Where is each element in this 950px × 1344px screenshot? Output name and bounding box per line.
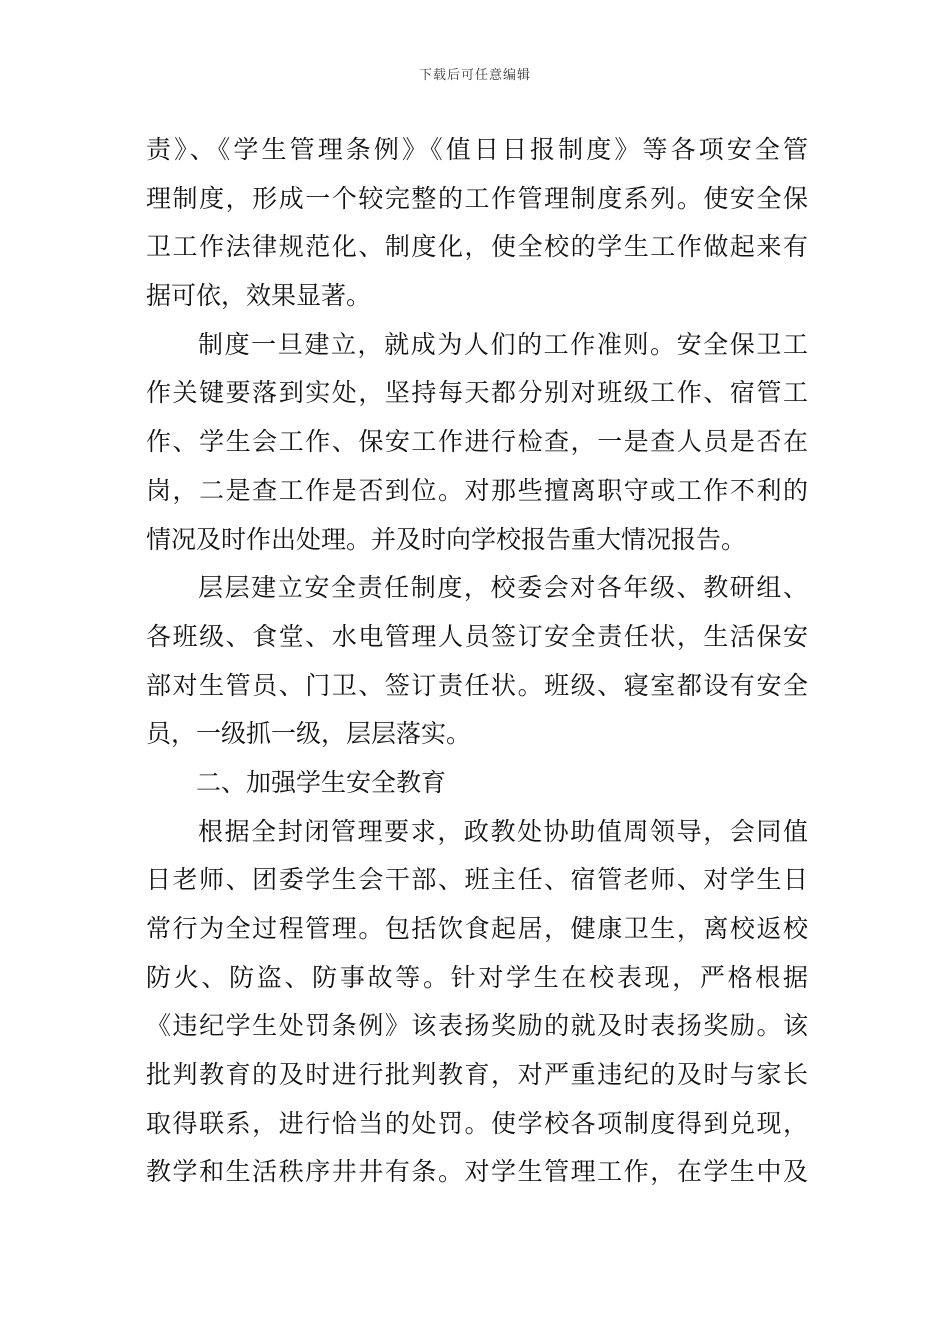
- text-line: 《违纪学生处罚条例》该表扬奖励的就及时表扬奖励。该: [146, 1011, 808, 1041]
- text-line: 作、学生会工作、保安工作进行检查，一是查人员是否在: [146, 427, 808, 457]
- text-line: 防火、防盗、防事故等。针对学生在校表现，严格根据: [146, 962, 808, 992]
- text-line: 员，一级抓一级，层层落实。: [146, 719, 472, 749]
- text-line: 部对生管员、门卫、签订责任状。班级、寝室都设有安全: [146, 670, 808, 700]
- text-line: 常行为全过程管理。包括饮食起居，健康卫生，离校返校: [146, 914, 808, 943]
- text-line: 各班级、食堂、水电管理人员签订安全责任状，生活保安: [146, 621, 808, 651]
- text-line: 责》、《学生管理条例》《值日日报制度》等各项安全管: [146, 135, 808, 164]
- text-line: 情况及时作出处理。并及时向学校报告重大情况报告。: [146, 524, 747, 554]
- text-line: 理制度，形成一个较完整的工作管理制度系列。使安全保: [146, 183, 808, 213]
- text-line: 岗，二是查工作是否到位。对那些擅离职守或工作不利的: [146, 475, 808, 505]
- text-line: 批判教育的及时进行批判教育，对严重违纪的及时与家长: [146, 1060, 808, 1090]
- text-line: 据可依，效果显著。: [146, 281, 372, 311]
- text-line: 取得联系，进行恰当的处罚。使学校各项制度得到兑现，: [146, 1108, 808, 1138]
- text-line: 根据全封闭管理要求，政教处协助值周领导，会同值: [198, 816, 808, 846]
- text-line: 作关键要落到实处，坚持每天都分别对班级工作、宿管工: [146, 378, 808, 408]
- text-line: 卫工作法律规范化、制度化，使全校的学生工作做起来有: [146, 232, 808, 262]
- body-text: [146, 126, 808, 1197]
- text-line: 日老师、团委学生会干部、班主任、宿管老师、对学生日: [146, 865, 808, 895]
- text-line: 制度一旦建立，就成为人们的工作准则。安全保卫工: [198, 329, 808, 359]
- text-line: 教学和生活秩序井井有条。对学生管理工作，在学生中及: [146, 1157, 808, 1187]
- page-header: 下载后可任意编辑: [418, 68, 531, 83]
- section-heading: 二、加强学生安全教育: [196, 767, 447, 797]
- text-line: 层层建立安全责任制度，校委会对各年级、教研组、: [198, 573, 808, 603]
